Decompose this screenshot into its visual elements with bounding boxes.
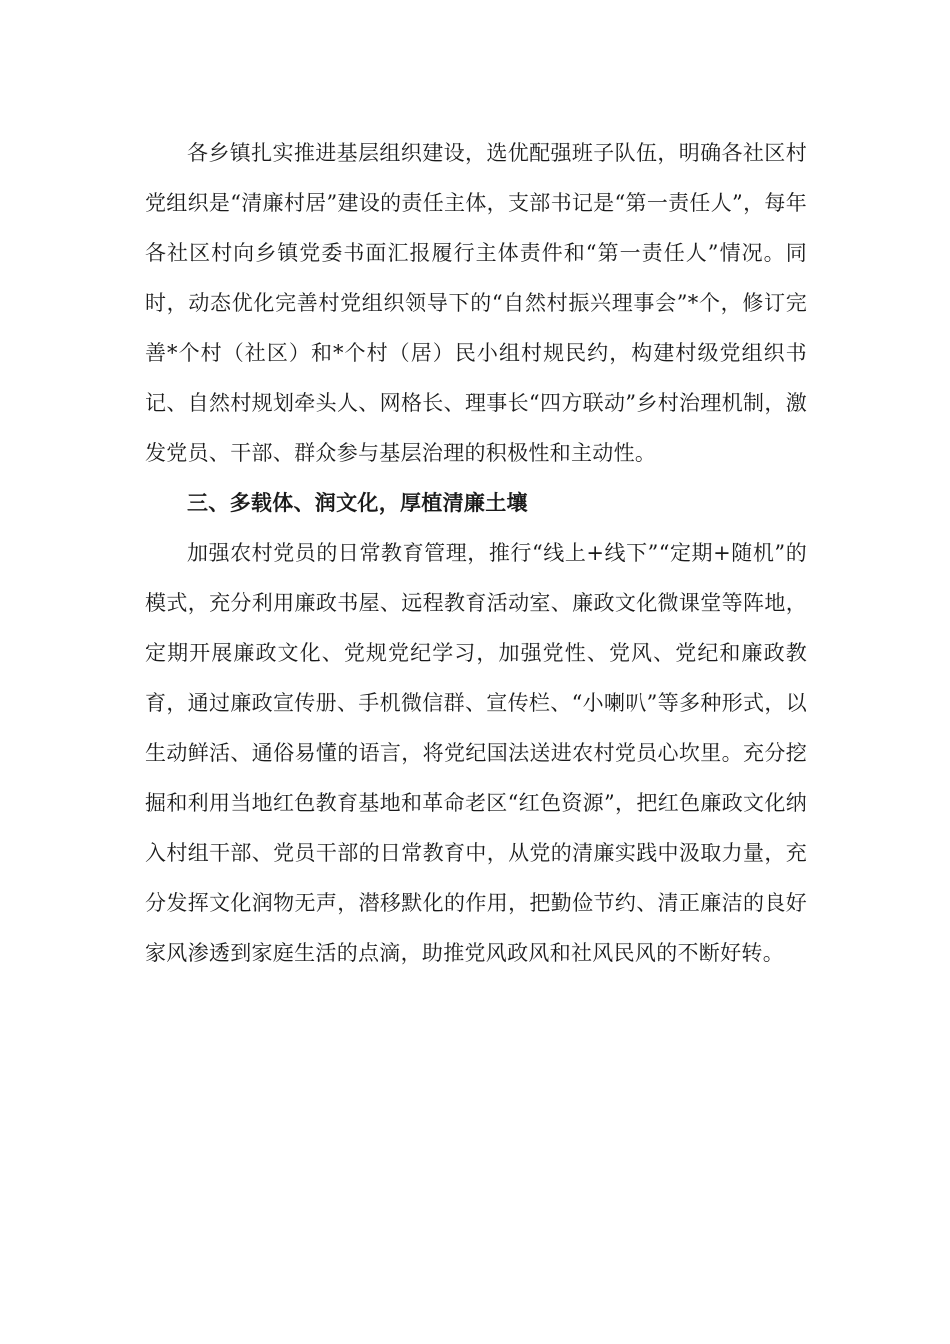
paragraph-party-education: 加强农村党员的日常教育管理，推行“线上+线下”“定期+随机”的模式，充分利用廉政书屋、远程教育活动室、廉政文化微课堂等阵地，定期开展廉政文化、党规党纪学习，加强党性、党风、党纪和廉政教育，通过廉政宣传册、手机微信群、宣传栏、“小喇叭”等多种形式，以生动鲜活、通俗易懂的语言，将党纪国法送进农村党员心坎里。充分挖掘和利用当地红色教育基地和革命老区“红色资源”，把红色廉政文化纳入村组干部、党员干部的日常教育中，从党的清廉实践中汲取力量，充分发挥文化润物无声，潜移默化的作用，把勤俭节约、清正廉洁的良好家风渗透到家庭生活的点滴，助推党风政风和社风民风的不断好转。 <box>145 541 807 965</box>
document-body <box>145 128 807 978</box>
section-heading-three: 三、多载体、润文化，厚植清廉土壤 <box>187 491 528 515</box>
paragraph-grassroots-organization: 各乡镇扎实推进基层组织建设，选优配强班子队伍，明确各社区村党组织是“清廉村居”建设的责任主体，支部书记是“第一责任人”，每年各社区村向乡镇党委书面汇报履行主体责件和“第一责任人”情况。同时，动态优化完善村党组织领导下的“自然村振兴理事会”*个，修订完善*个村（社区）和*个村（居）民小组村规民约，构建村级党组织书记、自然村规划牵头人、网格长、理事长“四方联动”乡村治理机制，激发党员、干部、群众参与基层治理的积极性和主动性。 <box>145 141 807 465</box>
